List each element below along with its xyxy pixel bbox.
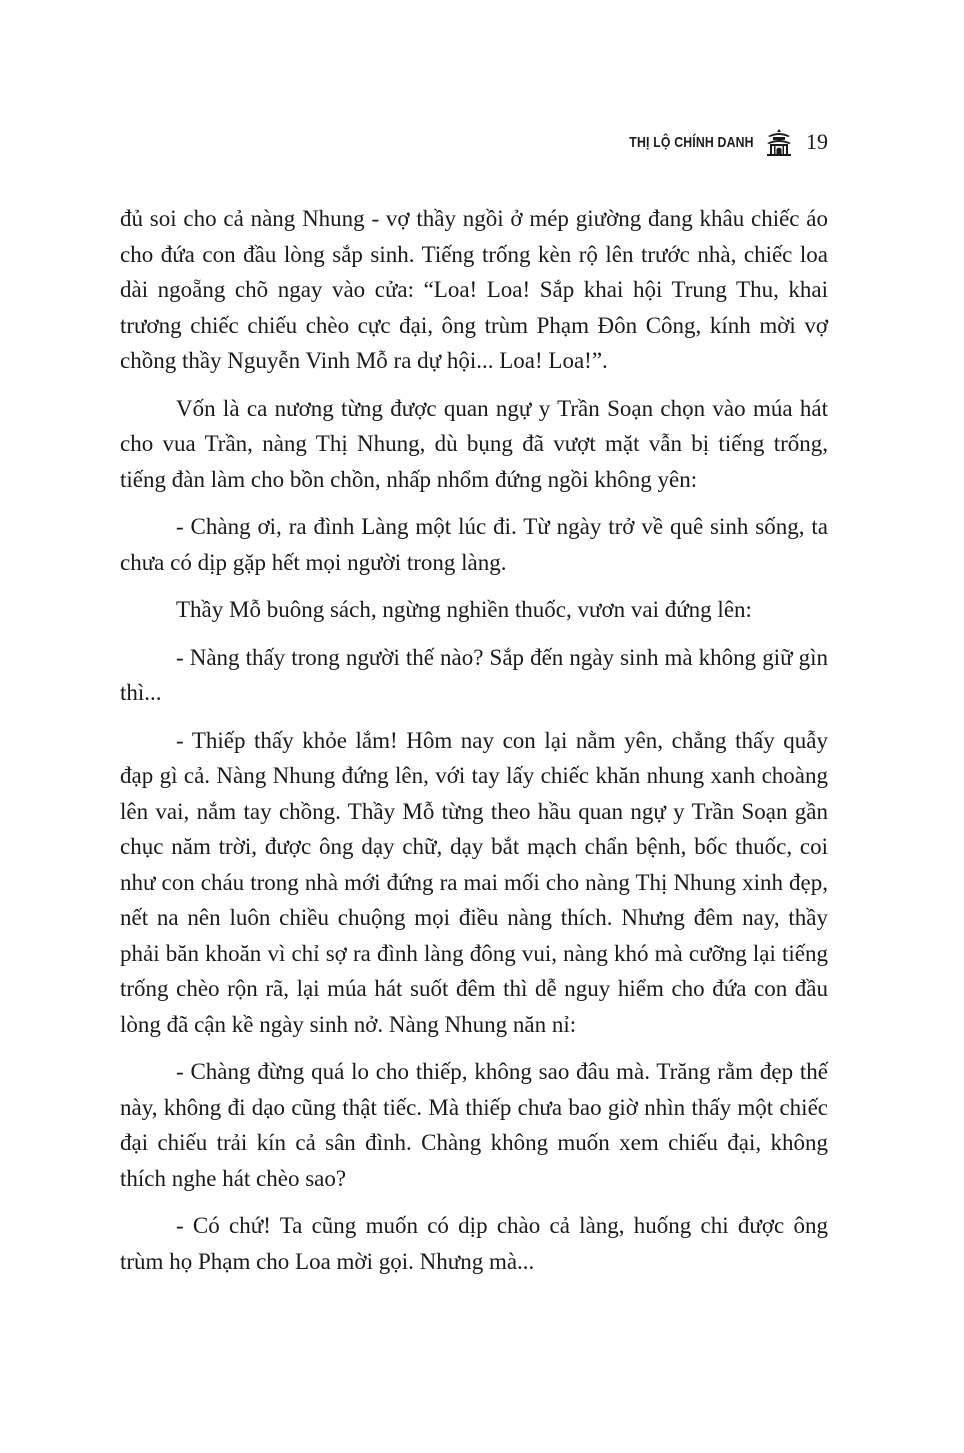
paragraph-7: - Chàng đừng quá lo cho thiếp, không sao đâu mà. Trăng rằm đẹp thế này, không đi dạo cũng thật tiếc. Mà thiếp chưa bao giờ nhìn thấy một chiếc đại chiếu trải kín cả sân đình. Chàng không muốn xem chiếu đại, không thích nghe hát chèo sao? <box>120 1059 828 1191</box>
temple-gate-icon <box>764 127 794 157</box>
paragraph-2: Vốn là ca nương từng được quan ngự y Trần Soạn chọn vào múa hát cho vua Trần, nàng Thị Nhung, dù bụng đã vượt mặt vẫn bị tiếng trống, tiếng đàn làm cho bồn chồn, nhấp nhổm đứng ngồi không yên: <box>120 395 828 492</box>
paragraph-5: - Nàng thấy trong người thế nào? Sắp đến ngày sinh mà không giữ gìn thì... <box>120 644 828 705</box>
body-text <box>120 201 828 1291</box>
paragraph-1: đủ soi cho cả nàng Nhung - vợ thầy ngồi ở mép giường đang khâu chiếc áo cho đứa con đầu lòng sắp sinh. Tiếng trống kèn rộ lên trước nhà, chiếc loa dài ngoẵng chõ ngay vào cửa: “Loa! Loa! Sắp khai hội Trung Thu, khai trương chiếc chiếu chèo cực đại, ông trùm Phạm Đôn Công, kính mời vợ chồng thầy Nguyễn Vinh Mỗ ra dự hội... Loa! Loa!”. <box>120 206 828 373</box>
page-number: 19 <box>806 129 828 154</box>
paragraph-4: Thầy Mỗ buông sách, ngừng nghiền thuốc, vươn vai đứng lên: <box>176 597 752 622</box>
running-title: THỊ LỘ CHÍNH DANH <box>629 133 754 151</box>
paragraph-3: - Chàng ơi, ra đình Làng một lúc đi. Từ ngày trở về quê sinh sống, ta chưa có dịp gặp hết mọi người trong làng. <box>120 514 828 575</box>
running-header <box>602 126 828 158</box>
paragraph-6: - Thiếp thấy khỏe lắm! Hôm nay con lại nằm yên, chẳng thấy quẫy đạp gì cả. Nàng Nhung đứng lên, với tay lấy chiếc khăn nhung xanh choàng lên vai, nắm tay chồng. Thầy Mỗ từng theo hầu quan ngự y Trần Soạn gần chục năm trời, được ông dạy chữ, dạy bắt mạch chẩn bệnh, bốc thuốc, coi như con cháu trong nhà mới đứng ra mai mối cho nàng Thị Nhung xinh đẹp, nết na nên luôn chiều chuộng mọi điều nàng thích. Nhưng đêm nay, thầy phải băn khoăn vì chỉ sợ ra đình làng đông vui, nàng khó mà cưỡng lại tiếng trống chèo rộn rã, lại múa hát suốt đêm thì dễ nguy hiểm cho đứa con đầu lòng đã cận kề ngày sinh nở. Nàng Nhung năn nỉ: <box>120 727 828 1037</box>
paragraph-8: - Có chứ! Ta cũng muốn có dịp chào cả làng, huống chi được ông trùm họ Phạm cho Loa mời gọi. Nhưng mà... <box>120 1213 828 1274</box>
